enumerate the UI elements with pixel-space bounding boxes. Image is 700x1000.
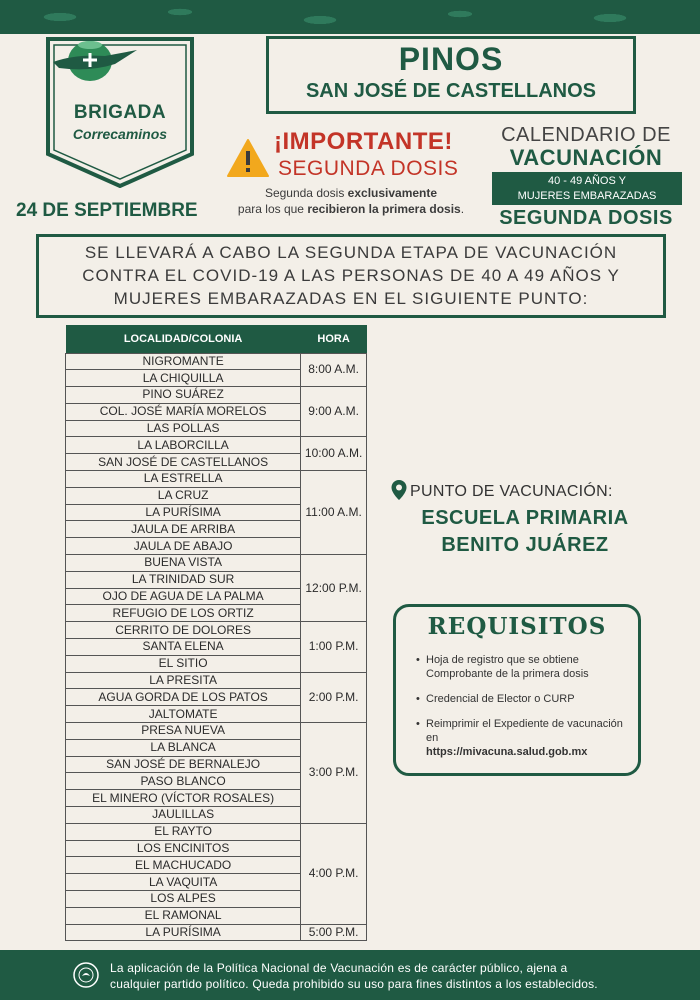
note-bold1: exclusivamente	[347, 186, 438, 200]
time-cell: 8:00 A.M.	[301, 353, 367, 387]
location-cell: LA TRINIDAD SUR	[66, 571, 301, 588]
announcement-line3: MUJERES EMBARAZADAS EN EL SIGUIENTE PUNTO:	[113, 289, 589, 308]
school-line2: BENITO JUÁREZ	[441, 534, 609, 556]
table-row	[66, 924, 367, 941]
footer-line1: La aplicación de la Política Nacional de Vacunación es de carácter público, ajena a	[110, 961, 568, 975]
requisitos-list	[416, 653, 630, 770]
location-cell: EL MINERO (VÍCTOR ROSALES)	[66, 790, 301, 807]
location-cell: LA PRESITA	[66, 672, 301, 689]
mexico-emblem-icon	[72, 961, 100, 989]
table-row	[66, 622, 367, 639]
requisito-item	[416, 653, 630, 681]
col-time-header: HORA	[301, 325, 367, 353]
table-row	[66, 437, 367, 454]
location-cell: BUENA VISTA	[66, 555, 301, 572]
brigada-badge	[45, 36, 195, 188]
location-cell: JALTOMATE	[66, 706, 301, 723]
segunda-dosis-note	[228, 185, 474, 217]
requisito-item	[416, 692, 630, 706]
location-cell: LA PURÍSIMA	[66, 504, 301, 521]
location-cell: JAULILLAS	[66, 807, 301, 824]
footer-band	[0, 950, 700, 1000]
location-cell: LA CHIQUILLA	[66, 370, 301, 387]
schedule-table	[65, 325, 367, 941]
note-bold2: recibieron la primera dosis	[307, 202, 461, 216]
requisito-text: Credencial de Elector o CURP	[426, 693, 575, 705]
place-title: PINOS	[398, 41, 504, 77]
punto-school	[380, 505, 670, 559]
calendar-age-box	[492, 172, 682, 205]
brigada-roadrunner-logo	[45, 36, 139, 86]
table-row	[66, 672, 367, 689]
location-cell: CERRITO DE DOLORES	[66, 622, 301, 639]
table-row	[66, 723, 367, 740]
location-cell: JAULA DE ABAJO	[66, 538, 301, 555]
requisito-item	[416, 717, 630, 759]
time-cell: 3:00 P.M.	[301, 723, 367, 824]
school-line1: ESCUELA PRIMARIA	[421, 507, 629, 529]
note-part1: Segunda dosis	[264, 186, 348, 200]
note-end: .	[460, 202, 465, 216]
important-heading: ¡IMPORTANTE!	[274, 128, 453, 155]
table-row	[66, 353, 367, 370]
location-cell: LA PURÍSIMA	[66, 924, 301, 941]
announcement-box	[36, 234, 666, 318]
mivacuna-link[interactable]: https://mivacuna.salud.gob.mx	[426, 746, 588, 758]
location-cell: LA LABORCILLA	[66, 437, 301, 454]
location-cell: SAN JOSÉ DE BERNALEJO	[66, 756, 301, 773]
location-cell: COL. JOSÉ MARÍA MORELOS	[66, 403, 301, 420]
announcement-line1: SE LLEVARÁ A CABO LA SEGUNDA ETAPA DE VACUNACIÓN	[84, 243, 618, 262]
time-cell: 9:00 A.M.	[301, 387, 367, 437]
location-cell: EL RAYTO	[66, 823, 301, 840]
location-cell: AGUA GORDA DE LOS PATOS	[66, 689, 301, 706]
requisitos-title: REQUISITOS	[427, 613, 607, 640]
time-cell: 4:00 P.M.	[301, 823, 367, 924]
requisitos-box	[393, 604, 641, 776]
segunda-dosis-heading: SEGUNDA DOSIS	[278, 157, 459, 180]
location-cell: EL RAMONAL	[66, 907, 301, 924]
top-decorative-band	[0, 0, 700, 34]
location-cell: NIGROMANTE	[66, 353, 301, 370]
calendar-box-line2: MUJERES EMBARAZADAS	[517, 190, 657, 202]
location-cell: JAULA DE ARRIBA	[66, 521, 301, 538]
warning-icon	[226, 138, 270, 178]
time-cell: 5:00 P.M.	[301, 924, 367, 941]
location-cell: REFUGIO DE LOS ORTIZ	[66, 605, 301, 622]
location-cell: SANTA ELENA	[66, 639, 301, 656]
calendar-line2: VACUNACIÓN	[509, 145, 663, 170]
note-part2: para los que	[237, 202, 308, 216]
brigada-title: BRIGADA	[73, 102, 167, 123]
location-cell: LA VAQUITA	[66, 874, 301, 891]
requisito-text: Hoja de registro que se obtiene Comprobante de la primera dosis	[426, 654, 589, 680]
location-cell: LA ESTRELLA	[66, 471, 301, 488]
table-row	[66, 387, 367, 404]
time-cell: 10:00 A.M.	[301, 437, 367, 471]
time-cell: 11:00 A.M.	[301, 471, 367, 555]
calendar-box-line1: 40 - 49 AÑOS Y	[547, 175, 627, 187]
location-pin-icon	[390, 479, 408, 501]
location-cell: EL SITIO	[66, 655, 301, 672]
location-cell: SAN JOSÉ DE CASTELLANOS	[66, 454, 301, 471]
footer-text	[110, 960, 690, 992]
location-cell: LAS POLLAS	[66, 420, 301, 437]
place-box	[266, 36, 636, 114]
punto-label: PUNTO DE VACUNACIÓN:	[410, 483, 613, 500]
table-row	[66, 555, 367, 572]
time-cell: 12:00 P.M.	[301, 555, 367, 622]
col-location-header: LOCALIDAD/COLONIA	[66, 325, 301, 353]
brigada-subtitle: Correcaminos	[72, 126, 168, 142]
location-cell: OJO DE AGUA DE LA PALMA	[66, 588, 301, 605]
location-cell: LOS ENCINITOS	[66, 840, 301, 857]
requisito-text: Reimprimir el Expediente de vacunación en	[426, 718, 623, 744]
location-cell: PRESA NUEVA	[66, 723, 301, 740]
schedule-header-row	[66, 325, 367, 353]
event-date: 24 DE SEPTIEMBRE	[16, 200, 198, 221]
table-row	[66, 823, 367, 840]
location-cell: LOS ALPES	[66, 891, 301, 908]
location-cell: PINO SUÁREZ	[66, 387, 301, 404]
location-cell: EL MACHUCADO	[66, 857, 301, 874]
footer-line2: cualquier partido político. Queda prohibido su uso para fines distintos a los establecidos.	[110, 977, 598, 991]
schedule-body	[66, 353, 367, 941]
table-row	[66, 471, 367, 488]
calendar-line3: SEGUNDA DOSIS	[499, 207, 673, 229]
announcement-line2: CONTRA EL COVID-19 A LAS PERSONAS DE 40 A 49 AÑOS Y	[82, 266, 620, 285]
calendar-line1: CALENDARIO DE	[501, 124, 671, 146]
location-cell: LA CRUZ	[66, 487, 301, 504]
time-cell: 2:00 P.M.	[301, 672, 367, 722]
location-cell: LA BLANCA	[66, 739, 301, 756]
place-subtitle: SAN JOSÉ DE CASTELLANOS	[305, 80, 597, 102]
location-cell: PASO BLANCO	[66, 773, 301, 790]
time-cell: 1:00 P.M.	[301, 622, 367, 672]
